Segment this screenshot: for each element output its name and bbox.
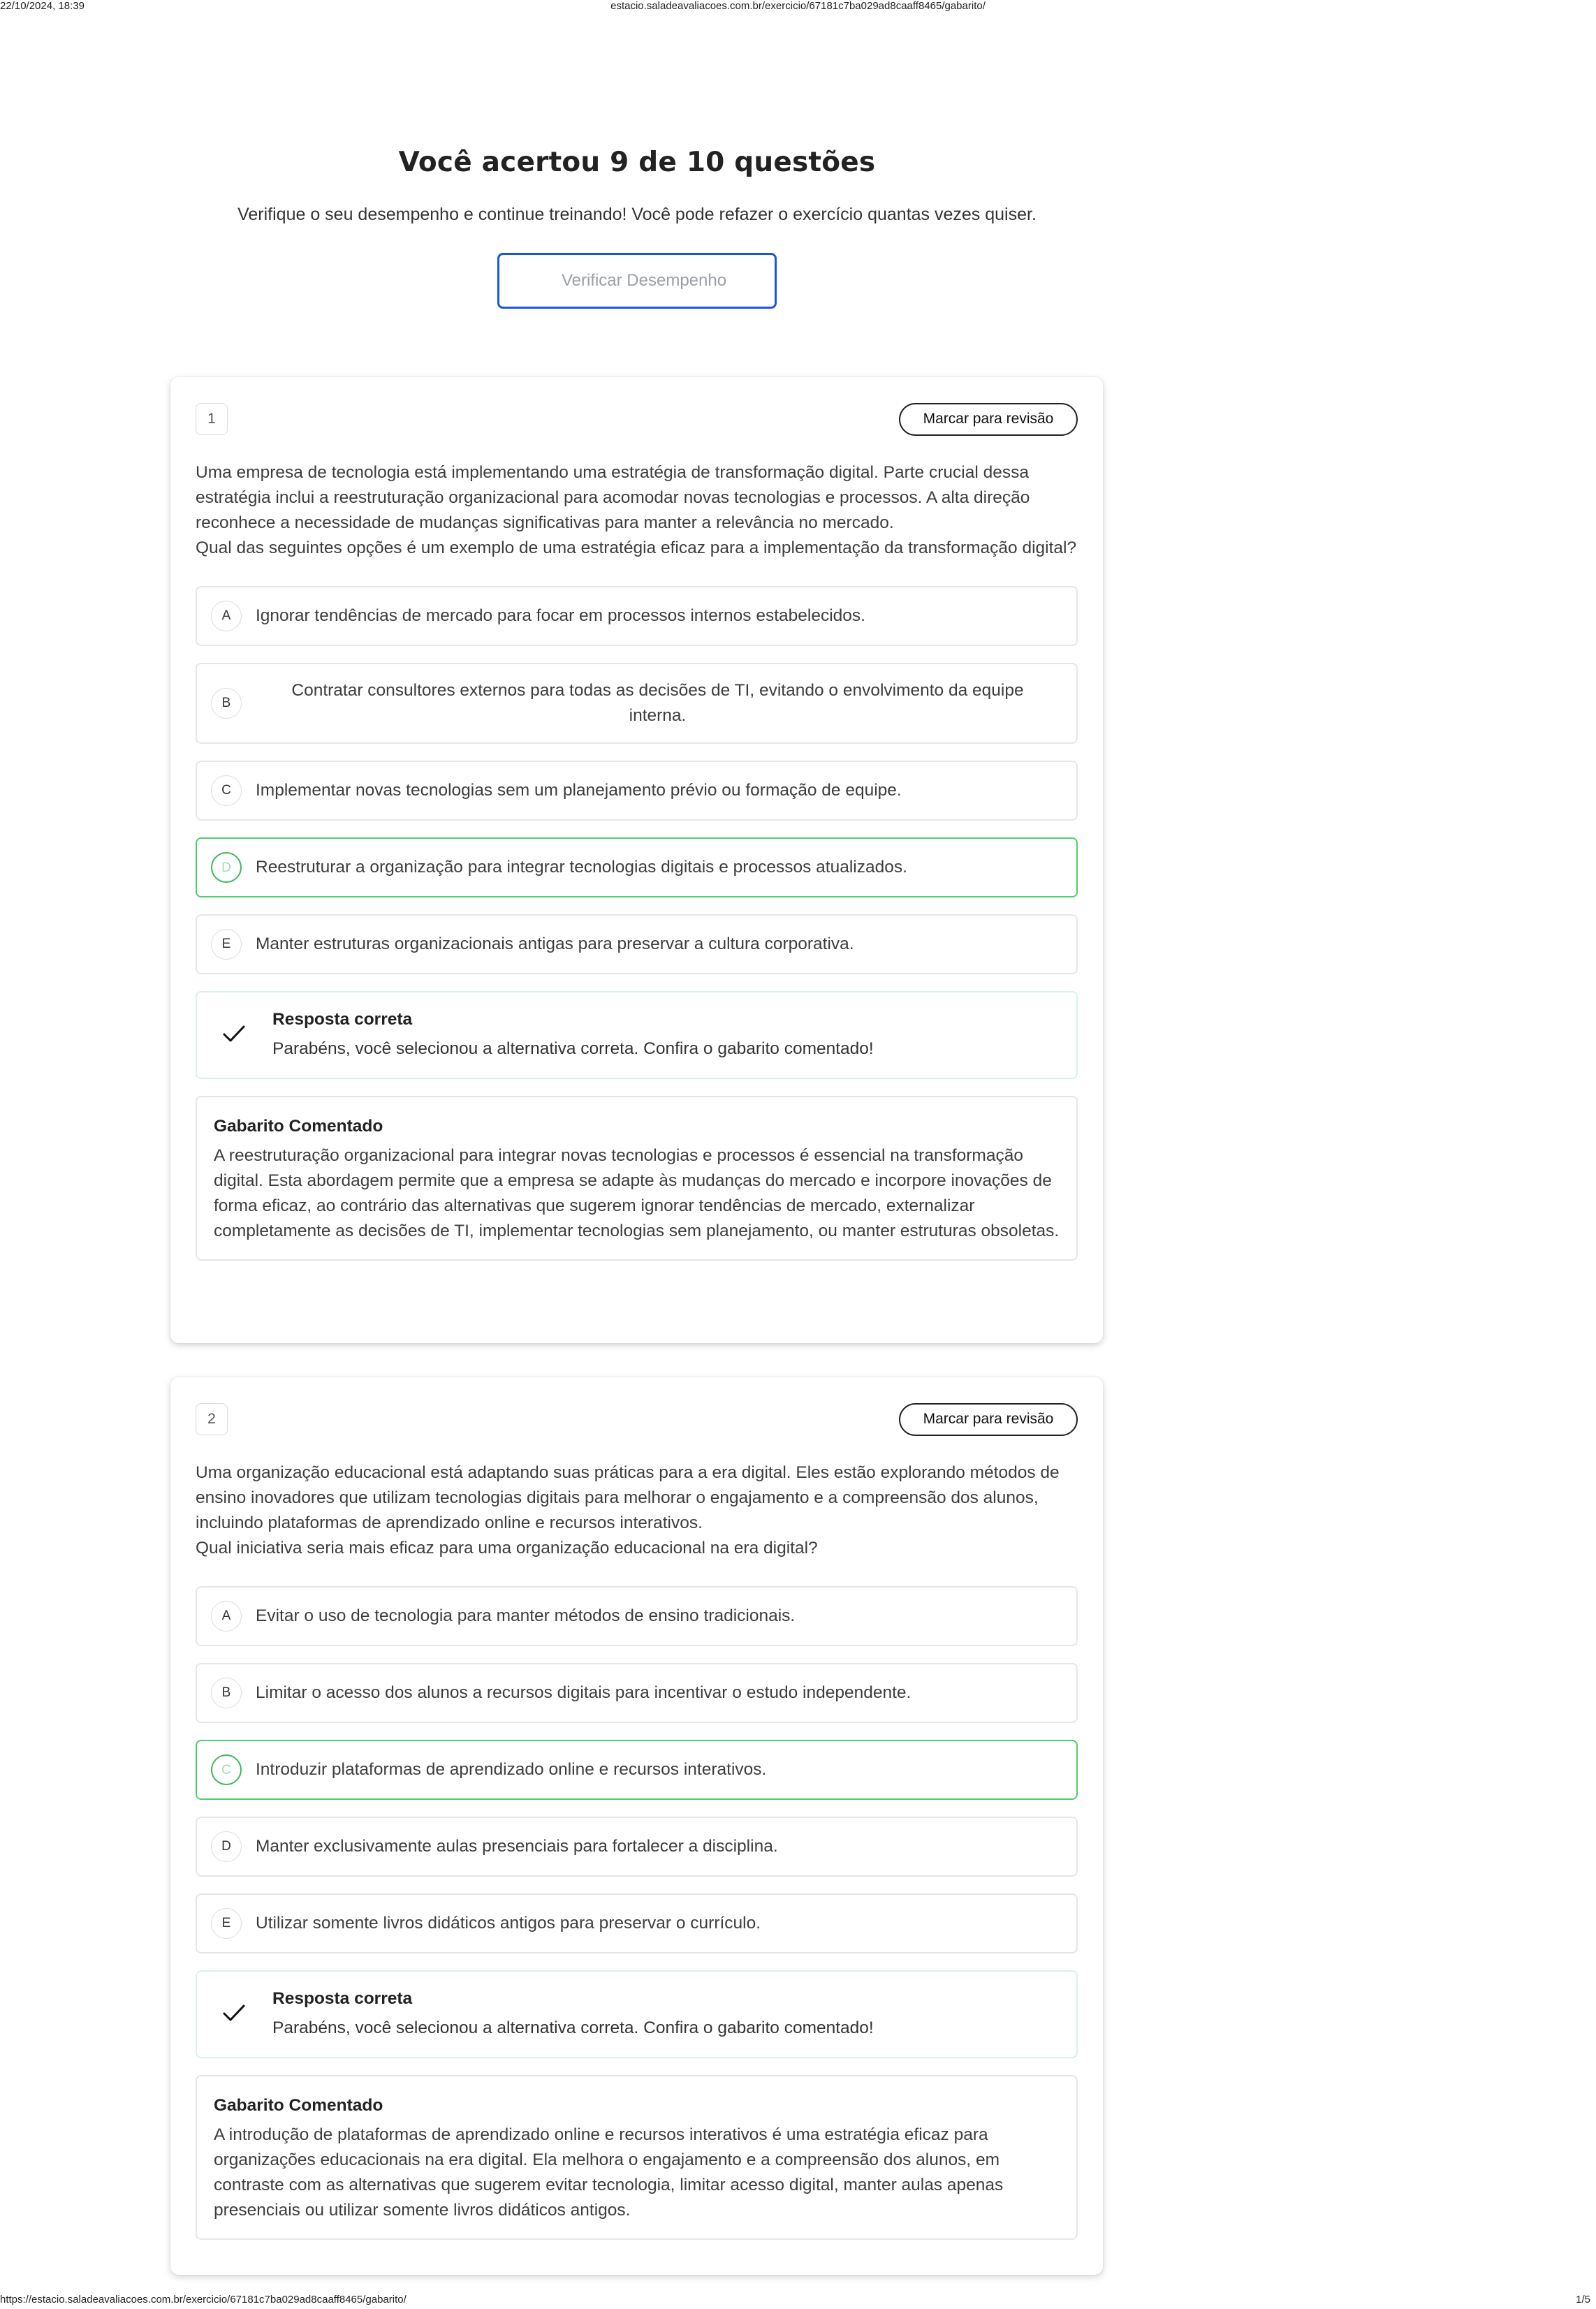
question-statement: Uma organização educacional está adaptando suas práticas para a era digital. Eles estão explorando métodos de ensino inovadores que utilizam tecnologias digitais para melhorar o engajamento e a compreensão dos alunos, incluindo plataformas de aprendizado online e recursos interativos. (196, 1463, 1060, 1532)
option-letter: C (211, 1754, 242, 1785)
feedback-title: Resposta correta (272, 1989, 413, 2008)
option-text: Reestruturar a organização para integrar tecnologias digitais e processos atualizados. (256, 858, 907, 877)
explanation-title: Gabarito Comentado (214, 2096, 383, 2115)
question-prompt: Qual iniciativa seria mais eficaz para uma organização educacional na era digital? (196, 1539, 818, 1557)
answer-explanation (196, 1096, 1078, 1261)
question-text (196, 1460, 1078, 1561)
page-counter: 1/5 (1576, 2294, 1590, 2306)
option-b[interactable] (196, 663, 1078, 744)
question-header (196, 403, 1078, 438)
answer-feedback (196, 991, 1078, 1079)
feedback-title: Resposta correta (272, 1010, 413, 1029)
question-header (196, 1403, 1078, 1438)
print-header (0, 0, 1596, 15)
print-datetime: 22/10/2024, 18:39 (0, 0, 85, 12)
option-e[interactable] (196, 1893, 1078, 1954)
option-text: Ignorar tendências de mercado para focar em processos internos estabelecidos. (256, 606, 865, 625)
check-icon (222, 2002, 246, 2023)
option-text: Manter estruturas organizacionais antigas para preservar a cultura corporativa. (256, 934, 854, 953)
option-text: Limitar o acesso dos alunos a recursos digitais para incentivar o estudo independente. (256, 1683, 912, 1702)
explanation-text: A introdução de plataformas de aprendizado online e recursos interativos é uma estratégia eficaz para organizações educacionais na era digital. Ela melhora o engajamento e a compreensão dos alunos, em contraste com as alternativas que sugerem evitar tecnologia, limitar acesso digital, manter aulas apenas presenciais ou utilizar somente livros didáticos antigos. (214, 2125, 1004, 2220)
question-prompt: Qual das seguintes opções é um exemplo de uma estratégia eficaz para a implementação da transformação digital? (196, 538, 1077, 557)
option-letter: E (211, 929, 242, 960)
option-letter: C (211, 775, 242, 806)
feedback-message: Parabéns, você selecionou a alternativa correta. Confira o gabarito comentado! (272, 1039, 874, 1058)
print-full-url: https://estacio.saladeavaliacoes.com.br/exercicio/67181c7ba029ad8caaff8465/gabarito/ (0, 2294, 407, 2306)
option-a[interactable] (196, 1586, 1078, 1646)
option-letter: A (211, 1601, 242, 1632)
option-text: Implementar novas tecnologias sem um planejamento prévio ou formação de equipe. (256, 781, 902, 800)
option-text: Contratar consultores externos para todas as decisões de TI, evitando o envolvimento da equipe interna. (291, 681, 1024, 725)
option-c-correct[interactable] (196, 1740, 1078, 1800)
option-e[interactable] (196, 914, 1078, 974)
option-a[interactable] (196, 586, 1078, 646)
question-card (170, 377, 1103, 1343)
option-letter: E (211, 1908, 242, 1939)
answer-feedback (196, 1970, 1078, 2058)
option-letter: B (211, 688, 242, 719)
result-subtitle: Verifique o seu desempenho e continue treinando! Você pode refazer o exercício quantas vezes quiser. (237, 205, 1037, 224)
option-d[interactable] (196, 1817, 1078, 1877)
question-statement: Uma empresa de tecnologia está implementando uma estratégia de transformação digital. Parte crucial dessa estratégia inclui a reestruturação organizacional para acomodar novas tecnologias e processos. A alta direção reconhece a necessidade de mudanças significativas para manter a relevância no mercado. (196, 463, 1030, 532)
feedback-message: Parabéns, você selecionou a alternativa correta. Confira o gabarito comentado! (272, 2018, 874, 2037)
option-letter: D (211, 1831, 242, 1862)
question-number: 1 (196, 403, 228, 435)
option-letter: B (211, 1678, 242, 1708)
option-b[interactable] (196, 1663, 1078, 1723)
mark-for-review-button[interactable]: Marcar para revisão (899, 403, 1078, 436)
question-text (196, 460, 1078, 561)
answer-explanation (196, 2075, 1078, 2240)
question-number: 2 (196, 1403, 228, 1435)
result-summary (0, 147, 1274, 309)
option-text: Manter exclusivamente aulas presenciais para fortalecer a disciplina. (256, 1837, 778, 1856)
option-c[interactable] (196, 761, 1078, 821)
option-text: Evitar o uso de tecnologia para manter métodos de ensino tradicionais. (256, 1606, 796, 1625)
check-performance-button[interactable]: Verificar Desempenho (497, 253, 777, 309)
check-icon (222, 1023, 246, 1044)
mark-for-review-button[interactable]: Marcar para revisão (899, 1403, 1078, 1436)
option-text: Introduzir plataformas de aprendizado online e recursos interativos. (256, 1760, 767, 1779)
print-footer (0, 2294, 1596, 2309)
option-letter: A (211, 601, 242, 631)
print-site-url: estacio.saladeavaliacoes.com.br/exercicio/67181c7ba029ad8caaff8465/gabarito/ (610, 0, 986, 12)
option-text: Utilizar somente livros didáticos antigos para preservar o currículo. (256, 1914, 761, 1933)
option-d-correct[interactable] (196, 837, 1078, 897)
page-title: Você acertou 9 de 10 questões (398, 147, 876, 178)
explanation-text: A reestruturação organizacional para integrar novas tecnologias e processos é essencial na transformação digital. Esta abordagem permite que a empresa se adapte às mudanças do mercado e incorpore inovações de forma eficaz, ao contrário das alternativas que sugerem ignorar tendências de mercado, externalizar completamente as decisões de TI, implementar tecnologias sem planejamento, ou manter estruturas obsoletas. (214, 1146, 1060, 1240)
question-card (170, 1377, 1103, 2275)
option-letter: D (211, 852, 242, 883)
explanation-title: Gabarito Comentado (214, 1117, 383, 1136)
